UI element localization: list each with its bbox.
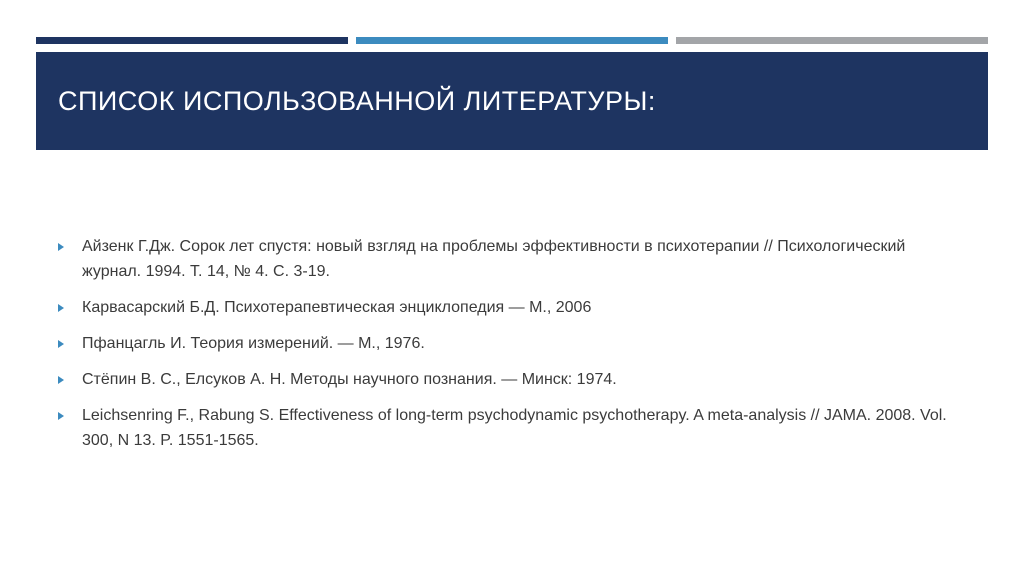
bullet-icon [58,412,64,420]
bullet-icon [58,243,64,251]
reference-item [58,331,958,356]
accent-bar-blue [356,37,668,44]
reference-text: Пфанцагль И. Теория измерений. — М., 1976. [82,335,425,352]
bullet-icon [58,304,64,312]
reference-item [58,403,958,453]
title-band [36,52,988,150]
reference-list [58,234,958,464]
reference-text: Стёпин В. С., Елсуков А. Н. Методы научного познания. — Минск: 1974. [82,371,617,388]
reference-item [58,234,958,284]
bullet-icon [58,340,64,348]
reference-item [58,295,958,320]
bullet-icon [58,376,64,384]
slide-title: СПИСОК ИСПОЛЬЗОВАННОЙ ЛИТЕРАТУРЫ: [58,85,656,116]
reference-text: Айзенк Г.Дж. Сорок лет спустя: новый взгляд на проблемы эффективности в психотерапии // Психологический журнал. 1994. Т. 14, № 4. С. 3-19. [82,238,906,280]
reference-text: Карвасарский Б.Д. Психотерапевтическая энциклопедия — М., 2006 [82,299,592,316]
accent-bar-dark [36,37,348,44]
accent-bar-gray [676,37,988,44]
reference-text: Leichsenring F., Rabung S. Effectiveness of long-term psychodynamic psychotherapy. A meta-analysis // JAMA. 2008. Vol. 300, N 13. P. 1551-1565. [82,407,947,449]
reference-item [58,367,958,392]
